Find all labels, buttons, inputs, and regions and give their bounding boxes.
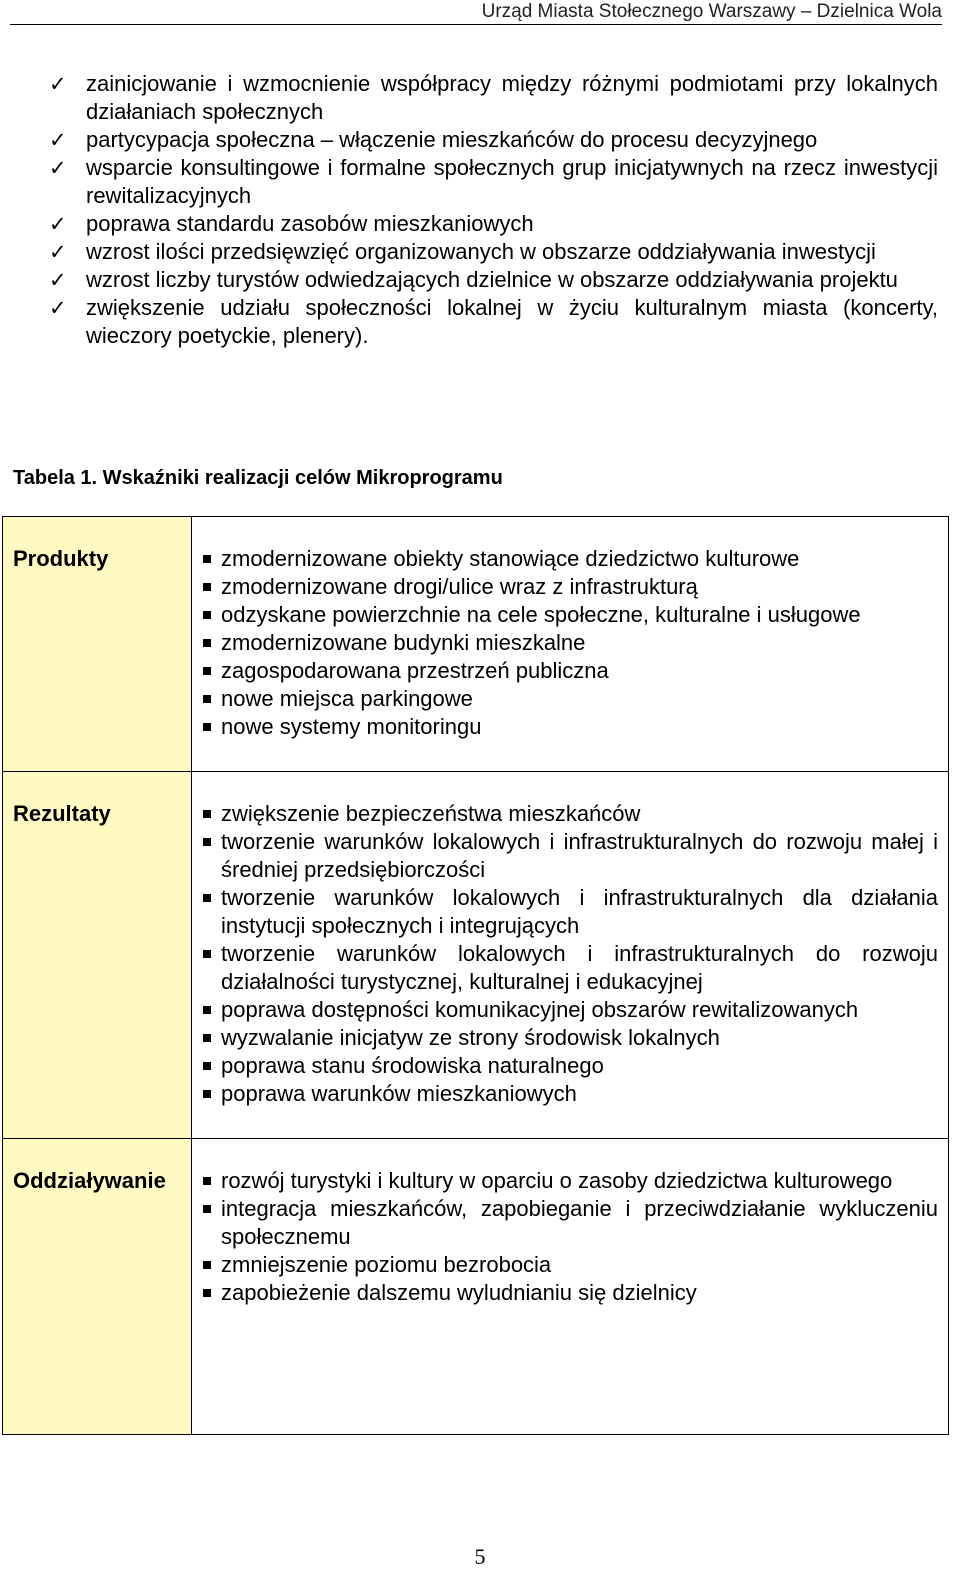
objective-text: wsparcie konsultingowe i formalne społecznych grup inicjatywnych na rzecz inwestycji rewitalizacyjnych — [86, 155, 938, 208]
list-item — [203, 629, 938, 657]
list-item-text: rozwój turystyki i kultury w oparciu o zasoby dziedzictwa kulturowego — [221, 1168, 893, 1193]
checkmark-icon: ✓ — [49, 268, 67, 292]
list-item-text: zmodernizowane drogi/ulice wraz z infrastrukturą — [221, 574, 698, 599]
square-bullet-icon — [203, 1062, 211, 1070]
list-item-text: tworzenie warunków lokalowych i infrastrukturalnych do rozwoju małej i średniej przedsiębiorczości — [221, 829, 938, 882]
objective-text: partycypacja społeczna – włączenie mieszkańców do procesu decyzyjnego — [86, 127, 818, 152]
list-item — [203, 940, 938, 996]
table-caption: Tabela 1. Wskaźniki realizacji celów Mikroprogramu — [13, 467, 503, 489]
list-item — [203, 657, 938, 685]
square-bullet-icon — [203, 639, 211, 647]
list-item-text: poprawa stanu środowiska naturalnego — [221, 1053, 604, 1078]
list-item-text: wyzwalanie inicjatyw ze strony środowisk lokalnych — [221, 1025, 720, 1050]
list-item — [203, 685, 938, 713]
list-item-text: zwiększenie bezpieczeństwa mieszkańców — [221, 801, 641, 826]
results-list — [203, 800, 938, 1108]
list-item-text: integracja mieszkańców, zapobieganie i przeciwdziałanie wykluczeniu społecznemu — [221, 1196, 938, 1249]
objective-text: zainicjowanie i wzmocnienie współpracy między różnymi podmiotami przy lokalnych działaniach społecznych — [86, 71, 938, 124]
list-item-text: zmniejszenie poziomu bezrobocia — [221, 1252, 552, 1277]
list-item-text: odzyskane powierzchnie na cele społeczne, kulturalne i usługowe — [221, 602, 861, 627]
list-item-text: zapobieżenie dalszemu wyludnianiu się dzielnicy — [221, 1280, 697, 1305]
row-content-impact — [192, 1139, 949, 1435]
list-item — [203, 1167, 938, 1195]
impact-list — [203, 1167, 938, 1307]
square-bullet-icon — [203, 1034, 211, 1042]
checkmark-icon: ✓ — [49, 72, 67, 96]
objective-item — [46, 266, 938, 294]
objective-text: zwiększenie udziału społeczności lokalnej w życiu kulturalnym miasta (koncerty, wieczory poetyckie, plenery). — [86, 295, 938, 348]
square-bullet-icon — [203, 950, 211, 958]
list-item-text: tworzenie warunków lokalowych i infrastrukturalnych dla działania instytucji społecznych i integrujących — [221, 885, 938, 938]
objective-item — [46, 70, 938, 126]
list-item-text: poprawa dostępności komunikacyjnej obszarów rewitalizowanych — [221, 997, 859, 1022]
checkmark-icon: ✓ — [49, 156, 67, 180]
square-bullet-icon — [203, 838, 211, 846]
list-item-text: poprawa warunków mieszkaniowych — [221, 1081, 577, 1106]
row-label-results: Rezultaty — [3, 772, 192, 1139]
square-bullet-icon — [203, 810, 211, 818]
square-bullet-icon — [203, 583, 211, 591]
square-bullet-icon — [203, 611, 211, 619]
square-bullet-icon — [203, 1090, 211, 1098]
page-number: 5 — [474, 1544, 486, 1569]
objective-text: wzrost liczby turystów odwiedzających dzielnice w obszarze oddziaływania projektu — [86, 267, 898, 292]
objective-item — [46, 210, 938, 238]
objective-text: wzrost ilości przedsięwzięć organizowanych w obszarze oddziaływania inwestycji — [86, 239, 876, 264]
list-item-text: nowe systemy monitoringu — [221, 714, 482, 739]
objective-item — [46, 294, 938, 350]
row-label-products: Produkty — [3, 517, 192, 772]
checkmark-icon: ✓ — [49, 212, 67, 236]
objective-item — [46, 126, 938, 154]
checkmark-icon: ✓ — [49, 296, 67, 320]
list-item — [203, 996, 938, 1024]
list-item — [203, 828, 938, 884]
square-bullet-icon — [203, 1006, 211, 1014]
header-divider — [10, 24, 942, 25]
square-bullet-icon — [203, 894, 211, 902]
list-item — [203, 1080, 938, 1108]
list-item — [203, 1195, 938, 1251]
list-item-text: nowe miejsca parkingowe — [221, 686, 473, 711]
square-bullet-icon — [203, 1177, 211, 1185]
table-row-products — [3, 517, 949, 772]
row-content-products — [192, 517, 949, 772]
list-item-text: zmodernizowane obiekty stanowiące dziedzictwo kulturowe — [221, 546, 800, 571]
list-item — [203, 545, 938, 573]
objectives-list — [46, 70, 938, 350]
page-header: Urząd Miasta Stołecznego Warszawy – Dzielnica Wola — [481, 1, 942, 22]
square-bullet-icon — [203, 555, 211, 563]
list-item — [203, 573, 938, 601]
products-list — [203, 545, 938, 741]
checkmark-icon: ✓ — [49, 128, 67, 152]
row-content-results — [192, 772, 949, 1139]
list-item — [203, 713, 938, 741]
list-item — [203, 1024, 938, 1052]
objective-text: poprawa standardu zasobów mieszkaniowych — [86, 211, 534, 236]
list-item-text: zmodernizowane budynki mieszkalne — [221, 630, 586, 655]
square-bullet-icon — [203, 1205, 211, 1213]
objective-item — [46, 154, 938, 210]
table-row-results — [3, 772, 949, 1139]
row-label-impact: Oddziaływanie — [3, 1139, 192, 1435]
square-bullet-icon — [203, 667, 211, 675]
list-item — [203, 800, 938, 828]
square-bullet-icon — [203, 695, 211, 703]
list-item — [203, 1251, 938, 1279]
square-bullet-icon — [203, 723, 211, 731]
square-bullet-icon — [203, 1261, 211, 1269]
indicators-table — [2, 516, 949, 1435]
list-item — [203, 1279, 938, 1307]
list-item — [203, 1052, 938, 1080]
square-bullet-icon — [203, 1289, 211, 1297]
list-item — [203, 884, 938, 940]
list-item-text: zagospodarowana przestrzeń publiczna — [221, 658, 609, 683]
checkmark-icon: ✓ — [49, 240, 67, 264]
table-row-impact — [3, 1139, 949, 1435]
list-item-text: tworzenie warunków lokalowych i infrastrukturalnych do rozwoju działalności turystycznej, kulturalnej i edukacyjnej — [221, 941, 938, 994]
objective-item — [46, 238, 938, 266]
list-item — [203, 601, 938, 629]
